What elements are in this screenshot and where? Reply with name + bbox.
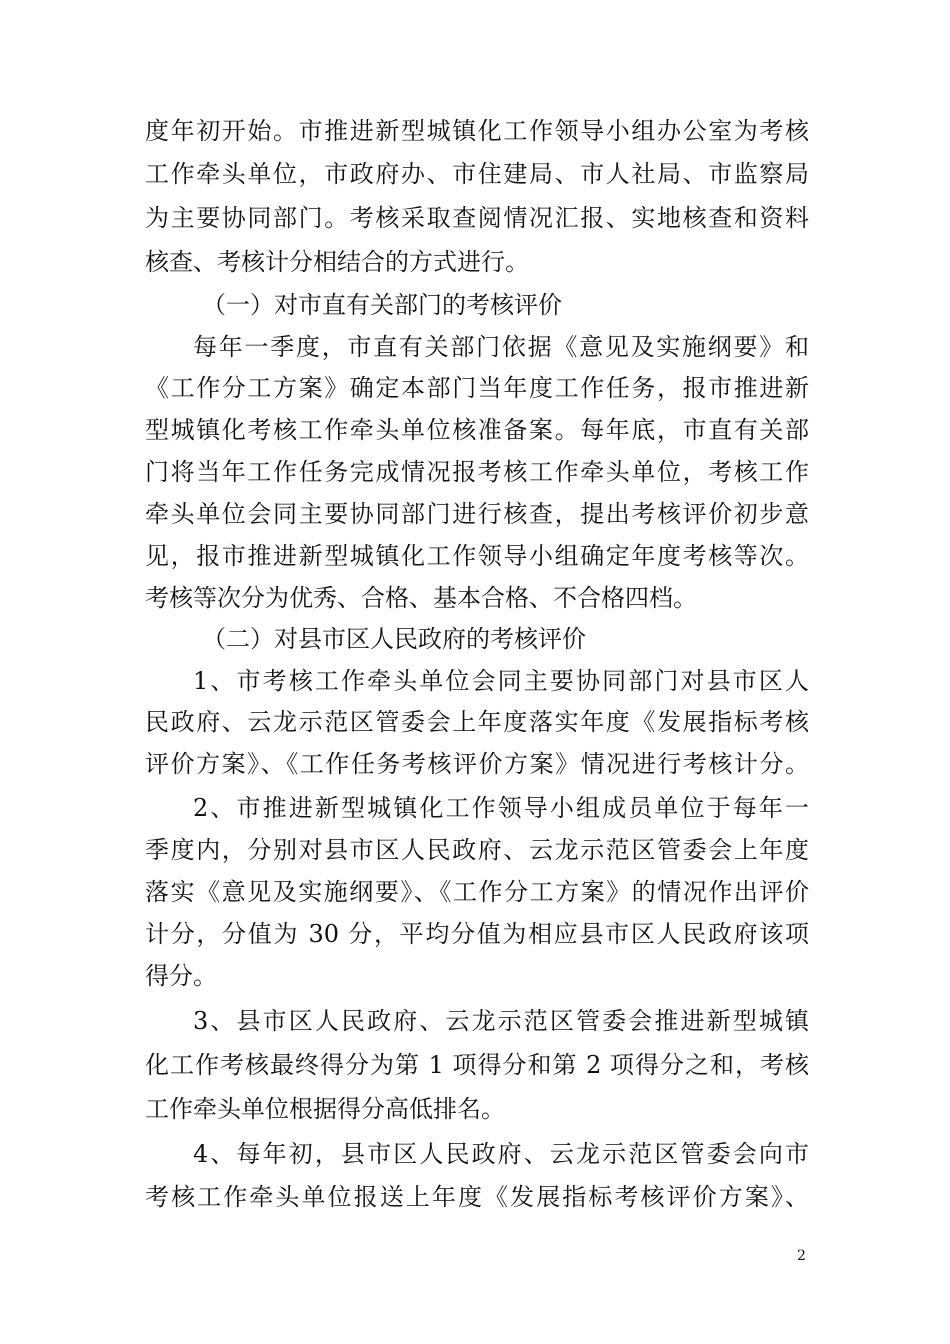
- text-line: 度年初开始。市推进新型城镇化工作领导小组办公室为考核: [145, 117, 809, 145]
- text-line: 1、市考核工作牵头单位会同主要协同部门对县市区人: [193, 667, 809, 695]
- text-line: 考核工作牵头单位报送上年度《发展指标考核评价方案》、: [145, 1183, 809, 1211]
- text-line: 工作牵头单位，市政府办、市住建局、市人社局、市监察局: [145, 160, 809, 188]
- text-line: 4、每年初，县市区人民政府、云龙示范区管委会向市: [193, 1140, 809, 1168]
- section-heading: （二）对县市区人民政府的考核评价: [202, 625, 586, 653]
- text-line: 民政府、云龙示范区管委会上年度落实年度《发展指标考核: [145, 708, 809, 736]
- text-line: 3、县市区人民政府、云龙示范区管委会推进新型城镇: [193, 1007, 809, 1035]
- text-line: 为主要协同部门。考核采取查阅情况汇报、实地核查和资料: [145, 204, 809, 232]
- text-line: 季度内，分别对县市区人民政府、云龙示范区管委会上年度: [145, 836, 809, 864]
- text-line: 工作牵头单位根据得分高低排名。: [145, 1095, 505, 1123]
- text-line: 评价方案》、《工作任务考核评价方案》情况进行考核计分。: [145, 750, 809, 778]
- text-line: 型城镇化考核工作牵头单位核准备案。每年底，市直有关部: [145, 416, 809, 444]
- text-line: 得分。: [145, 962, 217, 990]
- text-line: 核查、考核计分相结合的方式进行。: [145, 248, 529, 276]
- text-line: 牵头单位会同主要协同部门进行核查，提出考核评价初步意: [145, 500, 809, 528]
- text-line: 门将当年工作任务完成情况报考核工作牵头单位，考核工作: [145, 458, 809, 486]
- text-line: 《工作分工方案》确定本部门当年度工作任务，报市推进新: [145, 374, 809, 402]
- text-line: 考核等次分为优秀、合格、基本合格、不合格四档。: [145, 584, 697, 612]
- text-line: 落实《意见及实施纲要》、《工作分工方案》的情况作出评价: [145, 878, 809, 906]
- text-line: 每年一季度，市直有关部门依据《意见及实施纲要》和: [193, 333, 809, 361]
- section-heading: （一）对市直有关部门的考核评价: [202, 291, 562, 319]
- text-line: 2、市推进新型城镇化工作领导小组成员单位于每年一: [193, 794, 809, 822]
- text-line: 化工作考核最终得分为第 1 项得分和第 2 项得分之和，考核: [145, 1051, 809, 1079]
- text-line: 见，报市推进新型城镇化工作领导小组确定年度考核等次。: [145, 542, 809, 570]
- page-number: 2: [797, 1248, 806, 1264]
- text-line: 计分，分值为 30 分，平均分值为相应县市区人民政府该项: [145, 920, 809, 948]
